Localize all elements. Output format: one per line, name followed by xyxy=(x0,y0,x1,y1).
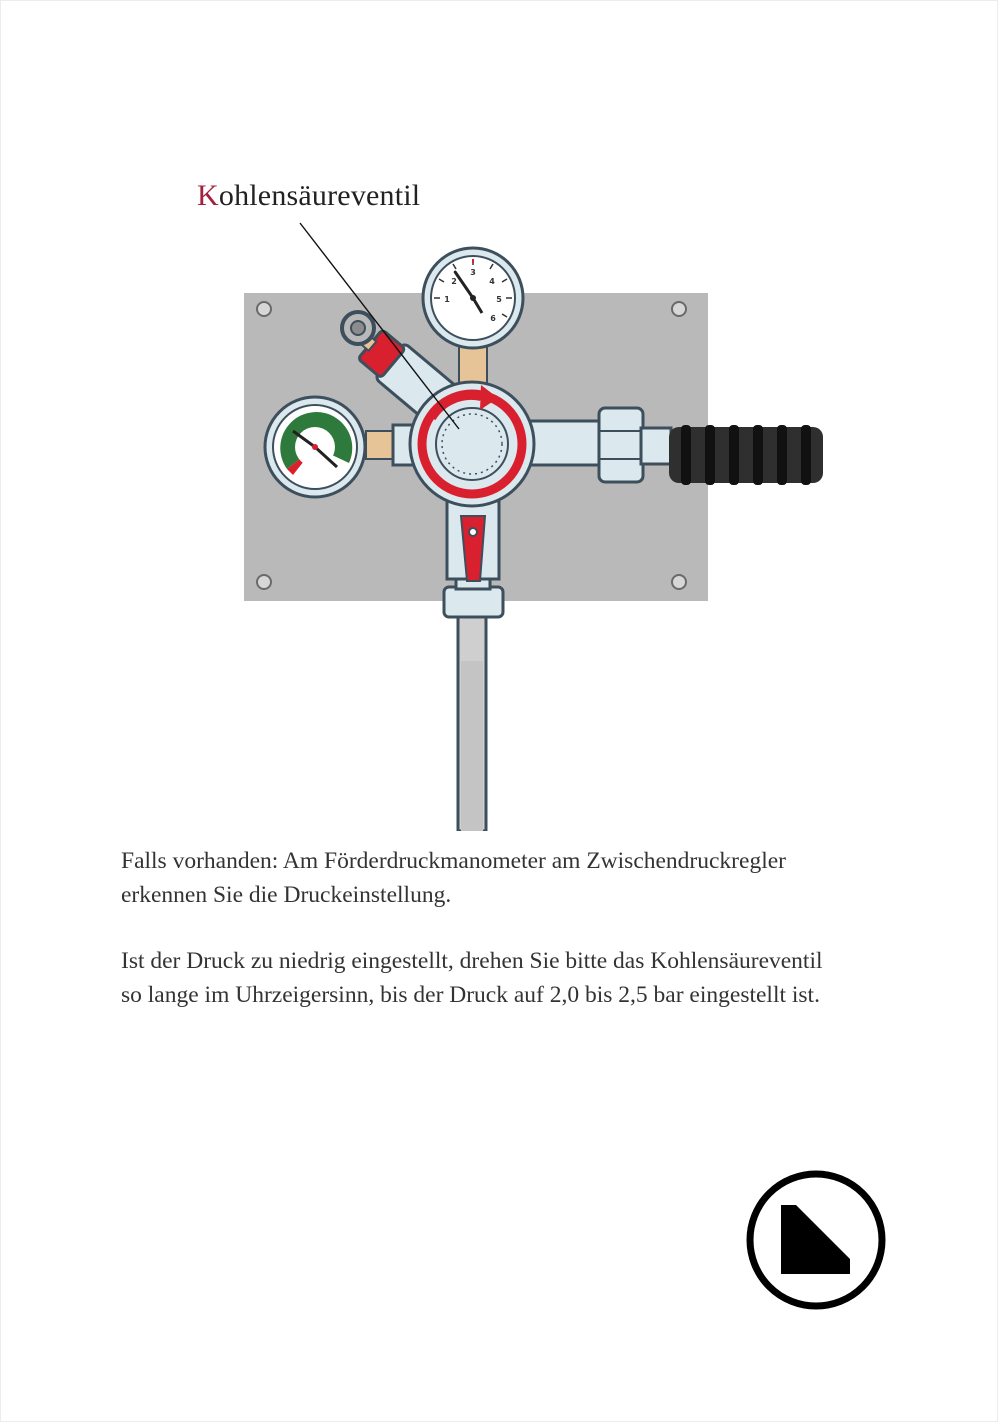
instruction-paragraph-1 xyxy=(121,844,921,912)
instruction-line: erkennen Sie die Druckeinstellung. xyxy=(121,882,452,908)
callout-first-letter: K xyxy=(197,179,219,212)
top-pressure-gauge xyxy=(423,248,523,348)
left-pressure-gauge xyxy=(265,397,365,497)
gauge-tick-2: 2 xyxy=(451,277,457,286)
instruction-line: so lange im Uhrzeigersinn, bis der Druck auf 2,0 bis 2,5 bar eingestellt ist. xyxy=(121,982,820,1008)
gauge-tick-6: 6 xyxy=(490,314,496,323)
brand-logo-icon xyxy=(746,1170,886,1310)
gauge-tick-5: 5 xyxy=(496,295,502,304)
valve-ring xyxy=(342,312,374,344)
callout-rest: ohlensäureventil xyxy=(218,179,421,212)
instruction-line: Ist der Druck zu niedrig eingestellt, drehen Sie bitte das Kohlensäureventil xyxy=(121,948,823,974)
regulator-illustration xyxy=(1,1,998,831)
outlet-pipe xyxy=(444,571,503,831)
instruction-line: Falls vorhanden: Am Förderdruckmanometer am Zwischendruckregler xyxy=(121,848,786,874)
top-connector xyxy=(459,346,487,386)
gauge-tick-3: 3 xyxy=(470,268,476,277)
gauge-tick-4: 4 xyxy=(489,277,495,286)
instruction-paragraph-2 xyxy=(121,944,921,1012)
gauge-tick-1: 1 xyxy=(444,295,450,304)
